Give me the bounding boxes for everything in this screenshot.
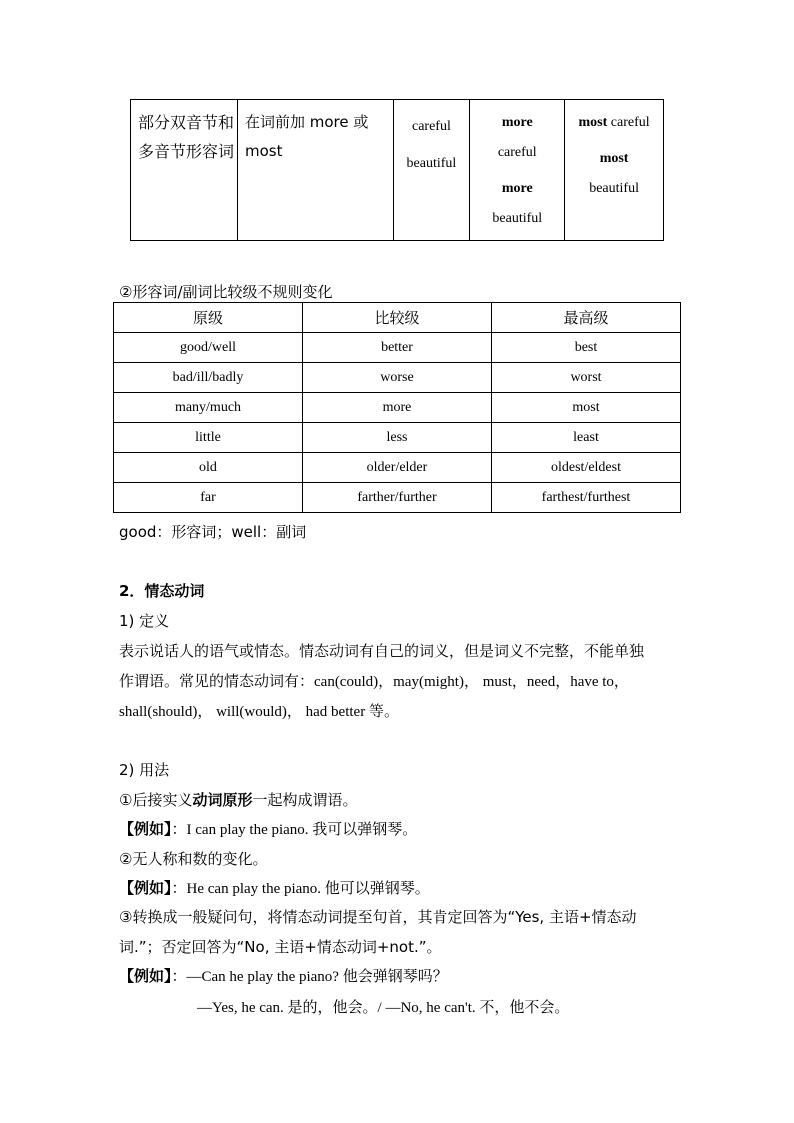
table-cell: bad/ill/badly: [114, 363, 303, 393]
table-cell: many/much: [114, 393, 303, 423]
table-cell: less: [303, 423, 492, 453]
superlative-bold: most: [578, 115, 608, 130]
table-cell: worst: [492, 363, 681, 393]
adjective-rule-table: [130, 99, 664, 241]
usage-heading: 2) 用法: [119, 761, 170, 779]
irregular-heading: ②形容词/副词比较级不规则变化: [119, 283, 333, 301]
table-cell: little: [114, 423, 303, 453]
comparative-word: more: [501, 181, 533, 196]
definition-line: 作谓语。常见的情态动词有：can(could)，may(might)， must，need，have to，: [119, 674, 629, 690]
example-label: 【例如】: [119, 967, 172, 985]
table-cell: most: [492, 393, 681, 423]
example-text: ：He can play the piano. 他可以弹钢琴。: [171, 881, 430, 897]
usage-text: 一起构成谓语。: [252, 791, 358, 809]
table-cell: farther/further: [303, 483, 492, 513]
header-cell: 原级: [114, 303, 303, 333]
category-cell: [131, 100, 238, 241]
example-2: [119, 877, 430, 898]
table-cell: more: [303, 393, 492, 423]
table-row: [114, 483, 681, 513]
table-cell: best: [492, 333, 681, 363]
table-header-row: [114, 303, 681, 333]
usage-item-3-cont: 词.”；否定回答为“No, 主语+情态动词+not.”。: [119, 938, 442, 956]
usage-item-3: ③转换成一般疑问句，将情态动词提至句首，其肯定回答为“Yes, 主语+情态动: [119, 908, 637, 926]
table-row: [114, 363, 681, 393]
example-label: 【例如】: [119, 879, 172, 897]
usage-text: ①后接实义: [119, 791, 193, 809]
table-row: [114, 333, 681, 363]
superlative-cell: [565, 100, 664, 241]
example-1: [119, 818, 417, 839]
rule-cell: [237, 100, 393, 241]
table-cell: better: [303, 333, 492, 363]
table-row: [114, 453, 681, 483]
table-cell: oldest/eldest: [492, 453, 681, 483]
example-3-answer: —Yes, he can. 是的，他会。/ —No, he can't. 不，他不会。: [197, 1000, 570, 1016]
comparative-word: beautiful: [492, 211, 543, 226]
category-text: 部分双音节和多音节形容词: [138, 113, 235, 161]
superlative-word: careful: [610, 115, 650, 130]
definition-line: shall(should)， will(would)， had better 等。: [119, 704, 399, 720]
section-title: 2．情态动词: [119, 582, 205, 600]
usage-item-2: ②无人称和数的变化。: [119, 850, 268, 868]
table-cell: worse: [303, 363, 492, 393]
base-cell: [393, 100, 470, 241]
table-row: [114, 423, 681, 453]
table-row: [131, 100, 664, 241]
definition-heading: 1) 定义: [119, 612, 170, 630]
example-text: ：—Can he play the piano? 他会弹钢琴吗？: [171, 969, 448, 985]
table-cell: old: [114, 453, 303, 483]
table-cell: good/well: [114, 333, 303, 363]
usage-item-1: [119, 789, 357, 810]
definition-line: 表示说话人的语气或情态。情态动词有自己的词义，但是词义不完整，不能单独: [119, 642, 645, 660]
example-text: ：I can play the piano. 我可以弹钢琴。: [171, 822, 418, 838]
header-cell: 最高级: [492, 303, 681, 333]
note-text: good：形容词；well：副词: [119, 523, 307, 541]
table-row: [114, 393, 681, 423]
superlative-word: beautiful: [589, 181, 639, 196]
base-word: careful: [412, 119, 451, 134]
base-word: beautiful: [406, 156, 457, 171]
superlative-bold: most: [599, 151, 629, 166]
rule-text: 在词前加 more 或 most: [244, 113, 369, 160]
table-cell: older/elder: [303, 453, 492, 483]
table-cell: least: [492, 423, 681, 453]
comparative-cell: [470, 100, 565, 241]
usage-bold-text: 动词原形: [192, 791, 253, 809]
comparative-word: more: [501, 115, 533, 130]
example-label: 【例如】: [119, 820, 172, 838]
irregular-table: [113, 302, 681, 513]
comparative-word: careful: [497, 145, 537, 160]
example-3: [119, 965, 448, 986]
table-cell: farthest/furthest: [492, 483, 681, 513]
header-cell: 比较级: [303, 303, 492, 333]
table-cell: far: [114, 483, 303, 513]
